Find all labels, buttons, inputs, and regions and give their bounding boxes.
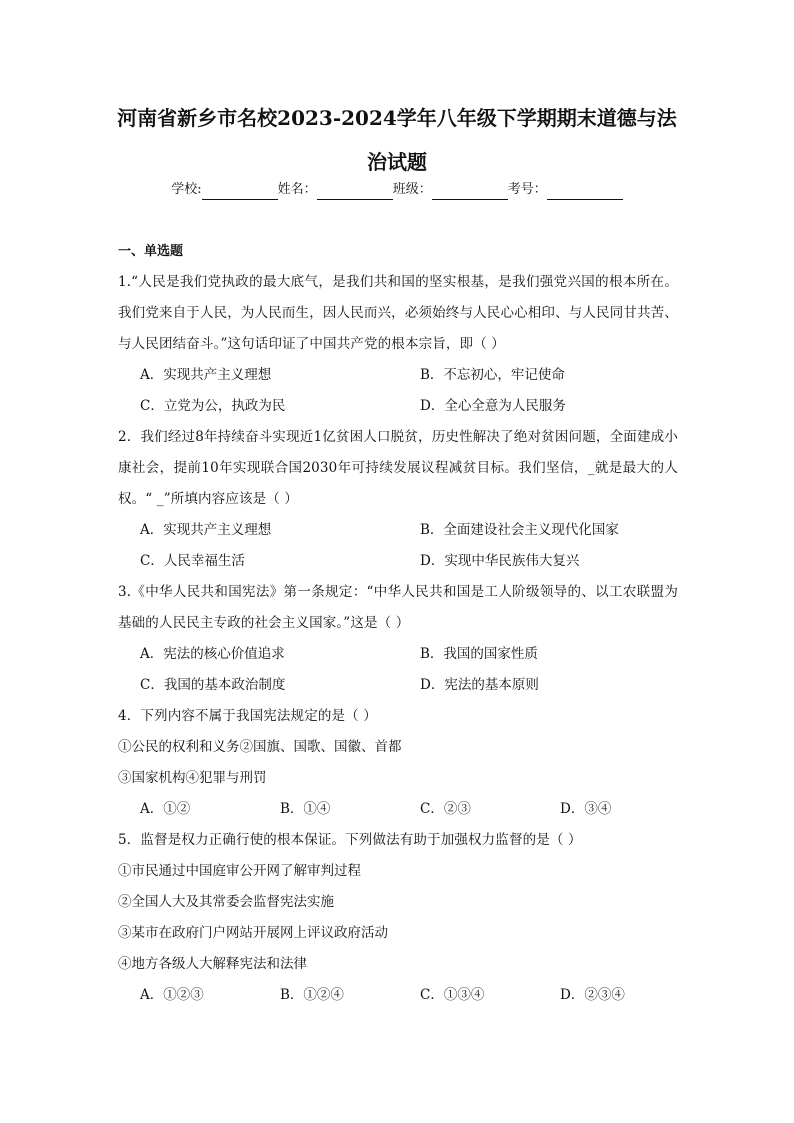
option-b[interactable]: B．①④ — [280, 801, 331, 817]
statement-item: ①市民通过中国庭审公开网了解审判过程 — [118, 863, 361, 879]
question-text: 5．监督是权力正确行使的根本保证。下列做法有助于加强权力监督的是（ ） — [118, 832, 582, 848]
answer-options — [118, 794, 678, 825]
answer-options — [118, 360, 678, 422]
option-a[interactable]: A．①②③ — [140, 987, 204, 1003]
answer-options — [118, 639, 678, 701]
question-text: 4．下列内容不属于我国宪法规定的是（ ） — [118, 708, 377, 724]
section-title: 一、单选题 — [118, 244, 184, 259]
statement-item: ②全国人大及其常委会监督宪法实施 — [118, 894, 334, 910]
student-info-row — [0, 180, 794, 200]
option-c[interactable]: C．①③④ — [420, 987, 485, 1003]
question-5 — [118, 825, 678, 1011]
question-2 — [118, 422, 678, 577]
statement-item: ④地方各级人大解释宪法和法律 — [118, 956, 307, 972]
statement-item: ③国家机构④犯罪与刑罚 — [118, 770, 267, 786]
school-blank[interactable] — [202, 185, 278, 200]
option-b[interactable]: B．不忘初心，牢记使命 — [420, 367, 565, 383]
name-field — [278, 180, 393, 200]
class-blank[interactable] — [432, 185, 508, 200]
option-c[interactable]: C．立党为公，执政为民 — [140, 398, 286, 414]
class-label: 班级： — [392, 182, 432, 197]
statement-item: ③某市在政府门户网站开展网上评议政府活动 — [118, 925, 388, 941]
exam-no-blank[interactable] — [547, 185, 623, 200]
option-c[interactable]: C．人民幸福生活 — [140, 553, 245, 569]
exam-no-label: 考号： — [507, 182, 547, 197]
statement-item: ①公民的权利和义务②国旗、国歌、国徽、首都 — [118, 739, 402, 755]
answer-options — [118, 980, 678, 1011]
option-c[interactable]: C．②③ — [420, 801, 471, 817]
exam-content — [118, 237, 678, 1011]
question-text: 3.《中华人民共和国宪法》第一条规定：“中华人民共和国是工人阶级领导的、以工农联盟为基础的人民民主专政的社会主义国家。”这是（ ） — [118, 584, 678, 631]
question-3 — [118, 577, 678, 701]
question-1 — [118, 267, 678, 422]
option-d[interactable]: D．③④ — [560, 801, 612, 817]
question-text: 2．我们经过8年持续奋斗实现近1亿贫困人口脱贫，历史性解决了绝对贫困问题，全面建成小康社会，提前10年实现联合国2030年可持续发展议程减贫目标。我们坚信，_就是最大的人权。“ _”所填内容应该是（ ） — [118, 429, 678, 507]
exam-title-line-1: 河南省新乡市名校2023-2024学年八年级下学期期末道德与法 — [117, 106, 677, 130]
exam-no-field — [508, 180, 623, 200]
option-d[interactable]: D．全心全意为人民服务 — [420, 398, 566, 414]
class-field — [393, 180, 508, 200]
option-d[interactable]: D．宪法的基本原则 — [420, 677, 539, 693]
exam-title-line-2: 治试题 — [367, 150, 427, 174]
option-c[interactable]: C．我国的基本政治制度 — [140, 677, 286, 693]
option-d[interactable]: D．实现中华民族伟大复兴 — [420, 553, 580, 569]
option-a[interactable]: A．实现共产主义理想 — [140, 522, 272, 538]
question-4 — [118, 701, 678, 825]
option-b[interactable]: B．我国的国家性质 — [420, 646, 538, 662]
option-b[interactable]: B．全面建设社会主义现代化国家 — [420, 522, 619, 538]
option-a[interactable]: A．宪法的核心价值追求 — [140, 646, 285, 662]
school-label: 学校: — [171, 182, 202, 197]
option-d[interactable]: D．②③④ — [560, 987, 625, 1003]
answer-options — [118, 515, 678, 577]
name-label: 姓名： — [277, 182, 317, 197]
option-a[interactable]: A．①② — [140, 801, 191, 817]
name-blank[interactable] — [317, 185, 393, 200]
question-text: 1.“人民是我们党执政的最大底气，是我们共和国的坚实根基，是我们强党兴国的根本所在。我们党来自于人民，为人民而生，因人民而兴，必须始终与人民心心相印、与人民同甘共苦、与人民团结奋斗。”这句话印证了中国共产党的根本宗旨，即（ ） — [118, 274, 678, 352]
option-a[interactable]: A．实现共产主义理想 — [140, 367, 272, 383]
school-field — [171, 180, 277, 200]
option-b[interactable]: B．①②④ — [280, 987, 344, 1003]
